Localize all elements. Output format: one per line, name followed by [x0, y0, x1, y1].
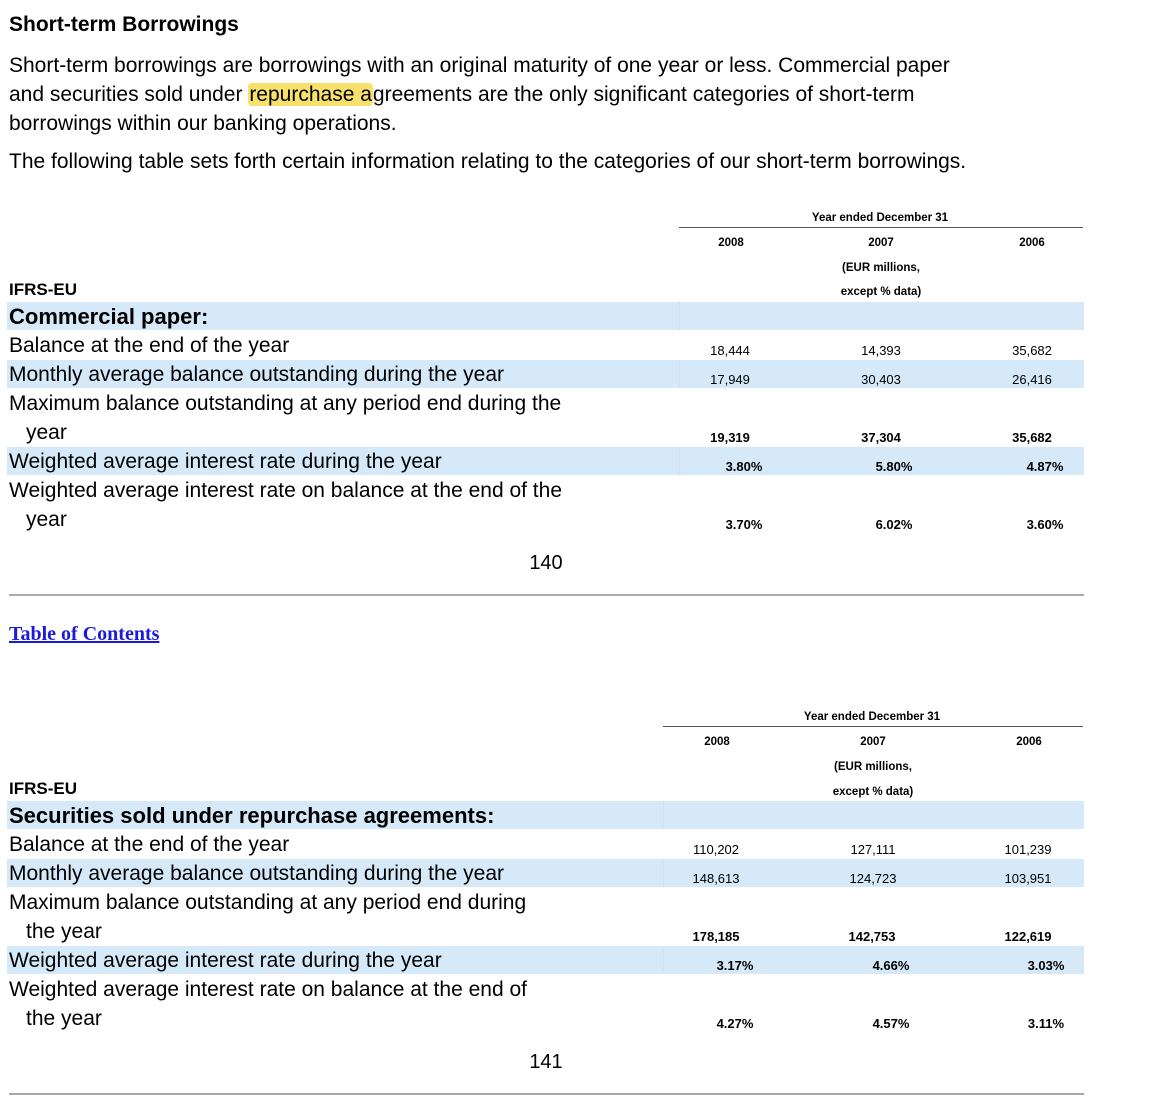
cell-value: 18,444: [710, 343, 750, 358]
cell-value: 37,304: [861, 430, 901, 445]
row-label: the year: [26, 1007, 102, 1030]
intro-text: greements are the only significant categories of short-term: [372, 83, 915, 106]
table-of-contents-link[interactable]: Table of Contents: [9, 623, 160, 645]
column-separator: [663, 801, 664, 829]
units-note: (EUR millions,: [834, 761, 912, 773]
cell-value: 3.80%: [725, 459, 763, 474]
cell-value: 4.27%: [716, 1016, 754, 1031]
year-header-2008: 2008: [704, 736, 730, 748]
row-label: Weighted average interest rate during the year: [9, 949, 442, 972]
column-separator: [679, 360, 680, 388]
year-header-2008: 2008: [718, 237, 744, 249]
cell-value: 26,416: [1012, 372, 1052, 387]
cell-value: 142,753: [848, 929, 896, 944]
section-title: Short-term Borrowings: [9, 13, 239, 36]
cell-value: 6.02%: [875, 517, 913, 532]
row-label: Weighted average interest rate during the year: [9, 450, 442, 473]
basis-label: IFRS-EU: [9, 280, 77, 299]
row-label: Balance at the end of the year: [9, 334, 290, 357]
intro-paragraph-2: The following table sets forth certain information relating to the categories of our short-term borrowings.: [9, 150, 967, 173]
cell-value: 178,185: [692, 929, 740, 944]
cell-value: 124,723: [849, 871, 897, 886]
column-separator: [663, 946, 664, 974]
row-label: year: [26, 421, 67, 444]
cell-value: 35,682: [1012, 430, 1052, 445]
column-separator: [679, 302, 680, 330]
cell-value: 3.17%: [716, 958, 754, 973]
year-header-2006: 2006: [1016, 736, 1042, 748]
column-group-header: Year ended December 31: [811, 212, 949, 224]
cell-value: 35,682: [1012, 343, 1052, 358]
page-divider: [9, 1093, 1084, 1095]
row-label: Weighted average interest rate on balance at the end of: [9, 978, 527, 1001]
units-note: except % data): [832, 786, 914, 798]
header-rule: [679, 227, 1083, 228]
page-number: 140: [529, 552, 563, 574]
cell-value: 14,393: [861, 343, 901, 358]
row-label: Maximum balance outstanding at any period end during: [9, 891, 527, 914]
category-heading: Securities sold under repurchase agreements:: [9, 803, 495, 828]
row-label: Balance at the end of the year: [9, 833, 290, 856]
cell-value: 122,619: [1004, 929, 1052, 944]
search-highlight: repurchase a: [249, 83, 372, 106]
intro-paragraph-line-1: Short-term borrowings are borrowings with an original maturity of one year or less. Commercial paper: [9, 54, 950, 77]
row-label: the year: [26, 920, 102, 943]
row-label: year: [26, 508, 67, 531]
cell-value: 4.66%: [872, 958, 910, 973]
cell-value: 17,949: [710, 372, 750, 387]
year-header-2007: 2007: [860, 736, 886, 748]
intro-paragraph-line-2: [9, 80, 914, 110]
page-divider: [9, 594, 1084, 596]
page-number: 141: [529, 1051, 563, 1073]
column-group-header: Year ended December 31: [803, 711, 941, 723]
year-header-2007: 2007: [868, 237, 894, 249]
column-separator: [663, 859, 664, 887]
row-label: Monthly average balance outstanding during the year: [9, 862, 504, 885]
intro-text: and securities sold under: [9, 83, 249, 106]
units-note: (EUR millions,: [842, 262, 920, 274]
cell-value: 127,111: [850, 842, 896, 857]
cell-value: 5.80%: [875, 459, 913, 474]
row-label: Monthly average balance outstanding during the year: [9, 363, 504, 386]
cell-value: 4.57%: [872, 1016, 910, 1031]
cell-value: 103,951: [1004, 871, 1052, 886]
cell-value: 30,403: [861, 372, 901, 387]
cell-value: 3.11%: [1027, 1016, 1065, 1031]
cell-value: 3.70%: [725, 517, 763, 532]
intro-paragraph-line-3: borrowings within our banking operations.: [9, 112, 397, 135]
basis-label: IFRS-EU: [9, 779, 77, 798]
year-header-2006: 2006: [1019, 237, 1045, 249]
cell-value: 4.87%: [1026, 459, 1064, 474]
cell-value: 110,202: [692, 842, 740, 857]
cell-value: 101,239: [1004, 842, 1052, 857]
row-label: Maximum balance outstanding at any period end during the: [9, 392, 562, 415]
units-note: except % data): [840, 286, 922, 298]
column-separator: [679, 447, 680, 475]
cell-value: 148,613: [692, 871, 740, 886]
row-label: Weighted average interest rate on balance at the end of the: [9, 479, 562, 502]
cell-value: 19,319: [710, 430, 750, 445]
header-rule: [663, 726, 1083, 727]
category-heading: Commercial paper:: [9, 304, 209, 329]
cell-value: 3.60%: [1026, 517, 1064, 532]
cell-value: 3.03%: [1027, 958, 1065, 973]
